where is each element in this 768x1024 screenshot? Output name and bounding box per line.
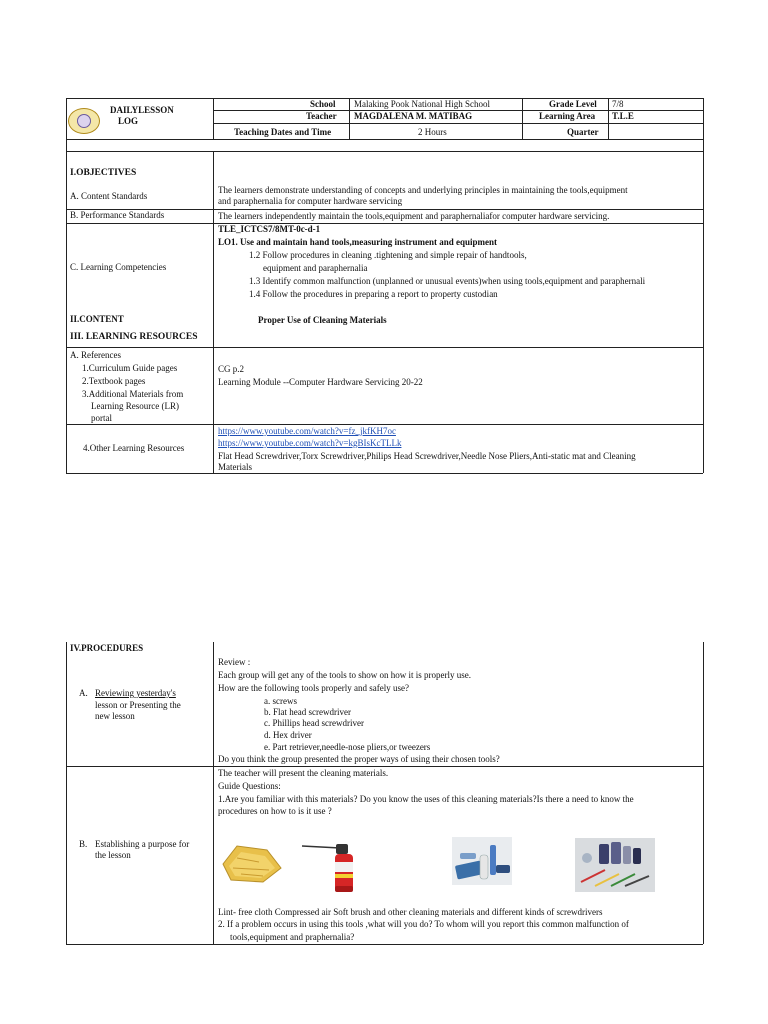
b-question-1b: procedures on how to is it use ? [218,806,332,816]
dates-value: 2 Hours [418,127,447,137]
learning-competencies-label: C. Learning Competencies [70,262,167,272]
procedure-b-line1: Establishing a purpose for [95,839,190,849]
lo1-text: LO1. Use and maintain hand tools,measuring instrument and equipment [218,237,498,247]
review-question: Do you think the group presented the proper ways of using their chosen tools? [218,754,500,764]
school-label: School [310,99,336,109]
review-item-c: c. Phillips head screwdriver [264,718,364,728]
other-resources-line2: Materials [218,462,252,472]
school-seal-logo [68,108,100,134]
curriculum-guide-label: 1.Curriculum Guide pages [82,363,178,373]
references-label: A. References [70,350,121,360]
review-item-b: b. Flat head screwdriver [264,707,351,717]
competency-1-2a: 1.2 Follow procedures in cleaning .tightening and simple repair of handtools, [249,250,527,260]
performance-standards-text: The learners independently maintain the tools,equipment and paraphernaliafor computer hardware servicing. [218,211,610,221]
teacher-value: MAGDALENA M. MATIBAG [354,111,473,121]
dll-subtitle: LOG [118,116,139,126]
grade-label: Grade Level [549,99,597,109]
competency-1-3: 1.3 Identify common malfunction (unplanned or unusual events)when using tools,equipment and paraphernali [249,276,646,286]
content-standards-line2: and paraphernalia for computer hardware servicing [218,196,403,206]
performance-standards-label: B. Performance Standards [70,210,165,220]
teacher-label: Teacher [306,111,337,121]
competency-1-4: 1.4 Follow the procedures in preparing a report to property custodian [249,289,498,299]
area-label: Learning Area [539,111,596,121]
school-value: Malaking Pook National High School [354,99,490,109]
screwdrivers-kit-image [575,838,655,892]
lint-free-cloth-image [219,838,285,886]
competency-1-2b: equipment and paraphernalia [263,263,368,273]
content-standards-line1: The learners demonstrate understanding of concepts and underlying principles in maintaining the tools,equipment [218,185,628,195]
procedure-a-prefix: A. [79,688,88,698]
additional-materials-3: portal [91,413,112,423]
other-resources-label: 4.Other Learning Resources [83,443,185,453]
procedure-a-line1: Reviewing yesterday's [95,688,176,698]
procedure-b-line2: the lesson [95,850,131,860]
procedures-heading: IV.PROCEDURES [70,643,144,653]
youtube-link-1[interactable]: https://www.youtube.com/watch?v=fz_jkfKH7oc [218,426,396,436]
review-item-d: d. Hex driver [264,730,312,740]
b-question-1a: 1.Are you familiar with this materials? Do you know the uses of this cleaning materials?Is there a need to know the [218,794,634,804]
image-captions: Lint- free cloth Compressed air Soft brush and other cleaning materials and different kinds of screwdrivers [218,907,603,917]
module-value: Learning Module --Computer Hardware Servicing 20-22 [218,377,423,387]
youtube-link-2[interactable]: https://www.youtube.com/watch?v=kgBIsKcTLLk [218,438,402,448]
cg-value: CG p.2 [218,364,245,374]
procedure-a-line3: new lesson [95,711,135,721]
quarter-label: Quarter [567,127,599,137]
review-line-2: Each group will get any of the tools to show on how it is properly use. [218,670,471,680]
grade-value: 7/8 [612,99,624,109]
soft-brush-cleaning-materials-image [452,837,512,885]
additional-materials-1: 3.Additional Materials from [82,389,184,399]
content-text: Proper Use of Cleaning Materials [258,315,387,325]
b-question-2b: tools,equipment and praphernalia? [230,932,355,942]
review-item-e: e. Part retriever,needle-nose pliers,or tweezers [264,742,431,752]
procedure-b-prefix: B. [79,839,88,849]
procedure-a-line2: lesson or Presenting the [95,700,181,710]
b-guide-questions: Guide Questions: [218,781,281,791]
competency-code: TLE_ICTCS7/8MT-0c-d-1 [218,224,321,234]
dates-label: Teaching Dates and Time [234,127,332,137]
additional-materials-2: Learning Resource (LR) [91,401,179,411]
review-line-1: Review : [218,657,251,667]
b-intro: The teacher will present the cleaning materials. [218,768,389,778]
other-resources-line1: Flat Head Screwdriver,Torx Screwdriver,Philips Head Screwdriver,Needle Nose Pliers,Anti-static mat and Cleaning [218,451,636,461]
b-question-2a: 2. If a problem occurs in using this tools ,what will you do? To whom will you report this common malfunction of [218,919,629,929]
review-line-3: How are the following tools properly and safely use? [218,683,409,693]
content-heading: II.CONTENT [70,314,124,324]
compressed-air-image [300,840,360,894]
objectives-heading: I.OBJECTIVES [70,168,137,178]
content-standards-label: A. Content Standards [70,191,148,201]
review-item-a: a. screws [264,696,297,706]
dll-title: DAILYLESSON [110,105,174,115]
resources-heading: III. LEARNING RESOURCES [70,332,198,342]
area-value: T.L.E [612,111,634,121]
textbook-label: 2.Textbook pages [82,376,146,386]
